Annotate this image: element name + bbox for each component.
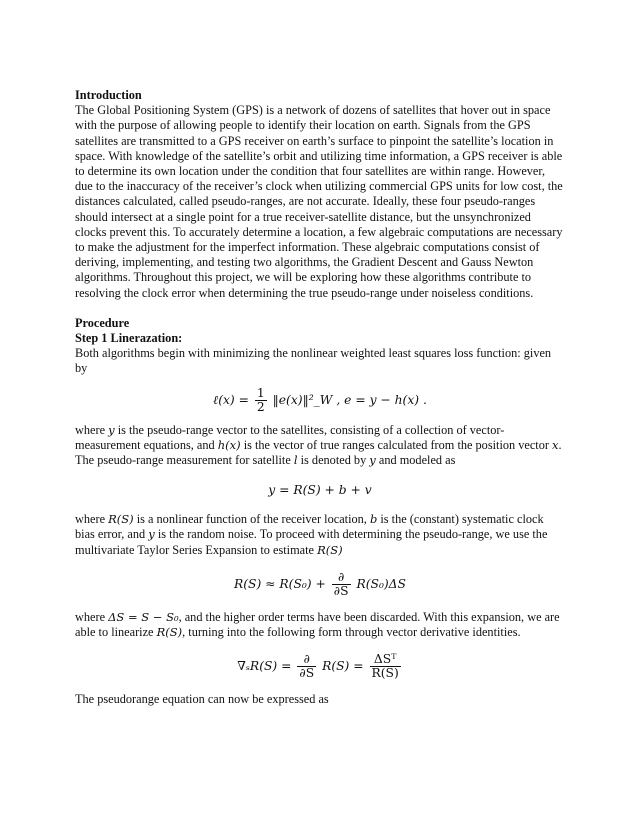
text-run: . The pseudo-range measurement for satellite xyxy=(75,437,562,468)
text-run: is a nonlinear function of the receiver location, xyxy=(136,512,367,527)
eq3-frac-den: ∂S xyxy=(333,583,349,598)
eq4-frac2-num: ΔSᵀ xyxy=(370,653,401,667)
loss-function-equation xyxy=(75,377,565,423)
eq1-rhs: ‖e(x)‖²_W , e = y − h(x) . xyxy=(272,392,427,407)
math-var: R(S) xyxy=(156,625,183,640)
text-run: , and the higher order terms have been discarded. With this expansion, we are able to linearize xyxy=(75,609,560,640)
eq3-rhs: R(S₀)ΔS xyxy=(356,576,406,591)
eq1-frac-num: 1 xyxy=(256,385,265,400)
math-var: h(x) xyxy=(217,437,241,452)
eq1-fraction xyxy=(255,387,267,414)
math-var: R(S) xyxy=(317,542,343,557)
math-var: R(S) xyxy=(108,512,134,527)
procedure-paragraph-3 xyxy=(75,512,565,558)
procedure-paragraph-2 xyxy=(75,423,565,469)
text-run: and modeled as xyxy=(378,453,456,468)
text-run: where xyxy=(75,512,106,527)
eq3-frac-num: ∂ xyxy=(332,571,351,585)
eq3-lhs: R(S) ≈ R(S₀) + xyxy=(234,576,326,591)
eq4-fraction-2 xyxy=(370,653,401,680)
eq4-lhs: ∇ₛR(S) = xyxy=(237,659,292,674)
eq4-fraction-1 xyxy=(297,653,316,680)
math-var: y xyxy=(148,527,155,542)
procedure-heading: Procedure xyxy=(75,315,130,330)
math-var: ΔS = S − S₀ xyxy=(108,609,179,624)
eq4-mid: R(S) = xyxy=(322,659,364,674)
text-run: is the (constant) systematic clock bias error, and xyxy=(75,512,544,542)
procedure-paragraph-1: Both algorithms begin with minimizing the nonlinear weighted least squares loss function: given by xyxy=(75,346,552,376)
text-run: , turning into the following form through vector derivative identities. xyxy=(182,625,521,640)
math-var: y xyxy=(108,422,115,437)
taylor-expansion-equation xyxy=(75,558,565,610)
text-run: is denoted by xyxy=(300,453,367,468)
pseudorange-model-equation: y = R(S) + b + v xyxy=(268,483,372,498)
step1-heading: Step 1 Linerazation: xyxy=(75,331,183,346)
math-var: x xyxy=(552,437,559,452)
text-run: is the pseudo-range vector to the satellites, consisting of a collection of vector-measurement equations, and xyxy=(75,422,505,452)
text-run: is the random noise. To proceed with determining the pseudo-range, we use the multivariate Taylor Series Expansion to estimate xyxy=(75,527,548,557)
text-run: is the vector of true ranges calculated from the position vector xyxy=(243,437,549,452)
math-var: l xyxy=(293,453,298,468)
eq1-lhs: ℓ(x) = xyxy=(213,392,249,407)
eq4-frac2-den: R(S) xyxy=(371,666,399,681)
procedure-paragraph-4 xyxy=(75,610,565,640)
procedure-paragraph-5: The pseudorange equation can now be expressed as xyxy=(75,692,329,707)
section-spacer xyxy=(75,301,565,316)
eq4-frac1-num: ∂ xyxy=(297,653,316,667)
document-page xyxy=(75,88,565,707)
text-run: where xyxy=(75,422,106,437)
math-var: y xyxy=(369,453,376,468)
eq3-fraction xyxy=(332,571,351,598)
text-run: where xyxy=(75,609,106,624)
gradient-equation xyxy=(75,640,565,692)
eq1-frac-den: 2 xyxy=(256,399,265,414)
math-var: b xyxy=(369,512,378,527)
eq4-frac1-den: ∂S xyxy=(299,666,315,681)
introduction-paragraph: The Global Positioning System (GPS) is a network of dozens of satellites that hover out in space with the purpose of allowing people to identify their location on earth. Signals from the GPS satellites are transmitted to a GPS receiver on earth’s surface to pinpoint the satellite’s location in space. With knowledge of the satellite’s orbit and utilizing time information, a GPS receiver is able to determine its own location under the condition that four satellites are within range. However, due to the inaccuracy of the receiver’s clock when utilizing commercial GPS units for low cost, the distances calculated, called pseudo-ranges, are not accurate. Ideally, these four pseudo-ranges should intersect at a single point for a true receiver-satellite distance, but the unsynchronized clocks prevent this. To accurately determine a location, a few algebraic computations are necessary to make the adjustment for the imperfect information. These algebraic computations consist of deriving, implementing, and testing two algorithms, the Gradient Descent and Gauss Newton algorithms. Throughout this project, we will be exploring how these algorithms contribute to resolving the clock error when determining the true pseudo-range under noiseless conditions. xyxy=(75,103,563,300)
introduction-heading: Introduction xyxy=(75,88,142,102)
